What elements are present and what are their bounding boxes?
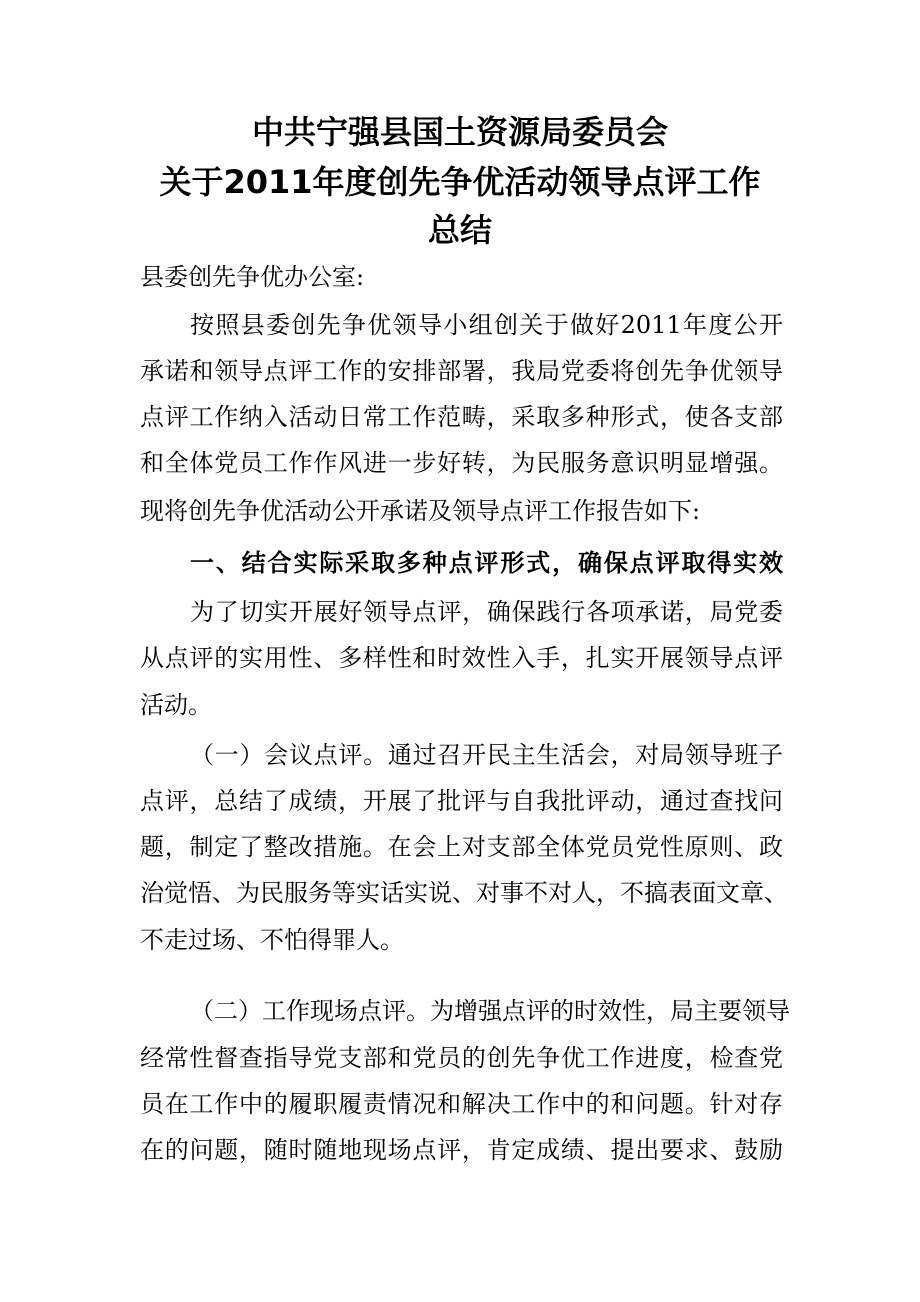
text-line: 经常性督查指导党支部和党员的创先争优工作进度，检查党: [140, 1044, 783, 1072]
text-line: 员在工作中的履职履责情况和解决工作中的和问题。针对存: [140, 1090, 783, 1118]
text-line: （二）工作现场点评。为增强点评的时效性，局主要领导: [190, 997, 790, 1025]
text-line: 点评工作纳入活动日常工作范畴，采取多种形式，使各支部: [140, 403, 783, 431]
text-line: 不走过场、不怕得罪人。: [140, 926, 404, 954]
text-line: 在的问题，随时随地现场点评，肯定成绩、提出要求、鼓励: [140, 1136, 783, 1164]
text-line: 治觉悟、为民服务等实话实说、对事不对人，不搞表面文章、: [140, 879, 788, 907]
title-line-3: 总结: [427, 211, 492, 249]
text-line: 活动。: [140, 691, 212, 719]
text-line: 点评，总结了成绩，开展了批评与自我批评动，通过查找问: [140, 787, 783, 815]
text-line: 题，制定了整改措施。在会上对支部全体党员党性原则、政: [140, 833, 783, 861]
title-line-2: 关于2011年度创先争优活动领导点评工作: [159, 163, 761, 201]
title-line-1: 中共宁强县国土资源局委员会: [251, 113, 668, 151]
text-line: 从点评的实用性、多样性和时效性入手，扎实开展领导点评: [140, 644, 783, 672]
text-line: 和全体党员工作作风进一步好转，为民服务意识明显增强。: [140, 449, 783, 477]
salutation: 县委创先争优办公室:: [140, 263, 365, 291]
text-line: （一）会议点评。通过召开民主生活会，对局领导班子: [190, 741, 783, 769]
section-heading: 一、结合实际采取多种点评形式，确保点评取得实效: [190, 549, 783, 577]
text-line: 按照县委创先争优领导小组创关于做好2011年度公开: [190, 311, 783, 339]
text-line: 为了切实开展好领导点评，确保践行各项承诺，局党委: [190, 598, 783, 626]
text-line: 承诺和领导点评工作的安排部署，我局党委将创先争优领导: [140, 357, 783, 385]
text-line: 现将创先争优活动公开承诺及领导点评工作报告如下:: [140, 497, 701, 525]
